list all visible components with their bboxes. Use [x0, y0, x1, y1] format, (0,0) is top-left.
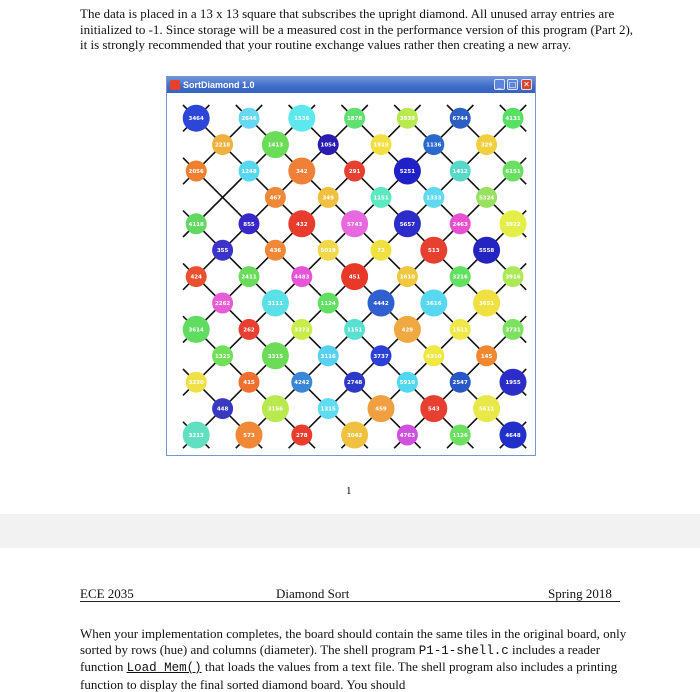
minimize-button[interactable] [494, 79, 505, 90]
tile-label: 451 [348, 274, 361, 281]
tile-label: 1413 [267, 142, 284, 149]
body-text-3: that loads the values from a text file. The shell program also includes a printing function to display the final sorted diamond board. You should [80, 659, 618, 692]
tile-label: 349 [322, 195, 334, 202]
tile-label: 415 [243, 380, 255, 387]
tile-label: 3616 [426, 301, 442, 307]
tile-label: 2411 [241, 274, 257, 281]
body-paragraph [80, 626, 640, 692]
app-icon [170, 80, 180, 90]
tile-label: 1151 [346, 327, 363, 334]
tile-label: 513 [428, 248, 440, 255]
body-text-1: When your implementation completes, the board should contain the same tiles in the original board, only sorted by rows (hue) and columns (diameter). The shell program [80, 626, 627, 657]
body-text-2: includes a reader function [80, 641, 601, 674]
page-number: 1 [346, 485, 352, 497]
sortdiamond-window[interactable] [166, 76, 536, 456]
intro-text: The data is placed in a 13 x 13 square that subscribes the upright diamond. All unused array entries are initialized to -1. Since storage will be a measured cost in the performance version of this program (Part 2), it is strongly recommended that your routine exchange values rather then creating a new array. [80, 6, 634, 52]
tile-label: 3737 [373, 353, 389, 360]
tile-label: 262 [243, 327, 255, 334]
tile-label: 4131 [505, 116, 521, 123]
tile-label: 3373 [294, 327, 310, 334]
tile-label: 329 [480, 142, 493, 149]
tile-label: 3731 [505, 327, 521, 334]
tile-label: 1333 [426, 195, 442, 202]
tile-label: 3156 [267, 406, 284, 413]
tile-label: 543 [428, 406, 440, 413]
tile-label: 355 [216, 248, 229, 255]
tile-label: 3111 [267, 301, 284, 307]
tile-label: 573 [243, 433, 255, 439]
shell-file-code: P1-1-shell.c [418, 643, 509, 658]
window-title: SortDiamond 1.0 [183, 80, 255, 90]
tile-label: 1610 [399, 274, 416, 281]
tile-label: 5657 [399, 221, 416, 228]
title-bar[interactable] [167, 77, 535, 93]
page-separator [0, 514, 700, 548]
tile-label: 3230 [188, 380, 204, 387]
tile-label: 1124 [320, 301, 336, 307]
tile-label: 3042 [346, 433, 363, 439]
footer-rule [80, 601, 620, 602]
tile-label: 3464 [188, 116, 204, 123]
tile-label: 5743 [346, 221, 363, 228]
tile-label: 2218 [214, 142, 231, 149]
tile-label: 5251 [399, 169, 416, 175]
intro-paragraph [80, 6, 640, 53]
tile-label: 145 [480, 353, 493, 360]
tile-label: 4118 [188, 221, 204, 228]
tile-label: 1511 [452, 327, 468, 334]
tile-label: 4242 [294, 380, 310, 387]
tile-label: 4483 [294, 274, 310, 281]
tile-label: 291 [348, 169, 361, 175]
tile-label: 6744 [452, 116, 468, 123]
tile-label: 459 [375, 406, 387, 413]
tile-label: 5910 [399, 380, 416, 387]
tile-label: 1126 [452, 433, 468, 439]
tile-label: 2463 [452, 221, 468, 228]
diamond-board [167, 93, 535, 455]
minimize-icon: _ [497, 79, 502, 89]
tile-label: 1151 [373, 195, 389, 202]
tile-label: 2646 [241, 116, 257, 123]
tile-label: 4648 [505, 433, 521, 439]
tile-label: 4763 [399, 433, 416, 439]
tile-label: 4310 [426, 353, 442, 360]
footer-term: Spring 2018 [548, 586, 612, 601]
tile-label: 4442 [373, 301, 389, 307]
tile-label: 3922 [505, 221, 521, 228]
footer-title: Diamond Sort [276, 586, 350, 601]
tile-label: 855 [243, 221, 255, 228]
maximize-button[interactable] [507, 79, 518, 90]
tile-label: 2547 [452, 380, 468, 387]
tile-label: 1323 [214, 353, 231, 360]
tile-label: 1536 [294, 116, 310, 123]
tile-label: 3315 [267, 353, 284, 360]
tile-label: 1412 [452, 169, 468, 175]
tile-label: 1315 [320, 406, 336, 413]
tile-label: 72 [377, 248, 385, 255]
tile-label: 436 [269, 248, 282, 255]
tile-label: 467 [269, 195, 282, 202]
tile-label: 3916 [505, 274, 521, 281]
tile-label: 3651 [478, 301, 495, 307]
tile-label: 1248 [241, 169, 257, 175]
tile-label: 1878 [346, 116, 363, 123]
tile-label: 448 [216, 406, 229, 413]
close-button[interactable] [521, 79, 532, 90]
tile-label: 1136 [426, 142, 442, 149]
tile-label: 5558 [478, 248, 495, 255]
tile-label: 3939 [399, 116, 416, 123]
tile-label: 1919 [373, 142, 389, 149]
tile-label: 3213 [188, 433, 204, 439]
tile-label: 3614 [188, 327, 204, 334]
tile-label: 6151 [505, 169, 521, 175]
tile-label: 5611 [478, 406, 495, 413]
tile-label: 5324 [478, 195, 495, 202]
tile-label: 278 [296, 433, 308, 439]
tile-label: 2262 [214, 301, 231, 307]
tile-label: 5019 [320, 248, 336, 255]
maximize-icon: □ [508, 79, 517, 89]
close-icon: ✕ [523, 79, 530, 89]
tile-label: 1955 [505, 380, 521, 387]
footer-course: ECE 2035 [80, 586, 134, 601]
tile-label: 424 [190, 274, 202, 281]
tile-label: 3116 [320, 353, 336, 360]
tile-label: 1054 [320, 142, 336, 149]
tile-label: 432 [296, 221, 308, 228]
tile-label: 2748 [346, 380, 363, 387]
tile-label: 2056 [188, 169, 204, 175]
load-mem-code: Load_Mem() [126, 661, 202, 675]
tile-label: 429 [401, 327, 414, 334]
tile-label: 3216 [452, 274, 468, 281]
tile-label: 342 [296, 169, 308, 175]
